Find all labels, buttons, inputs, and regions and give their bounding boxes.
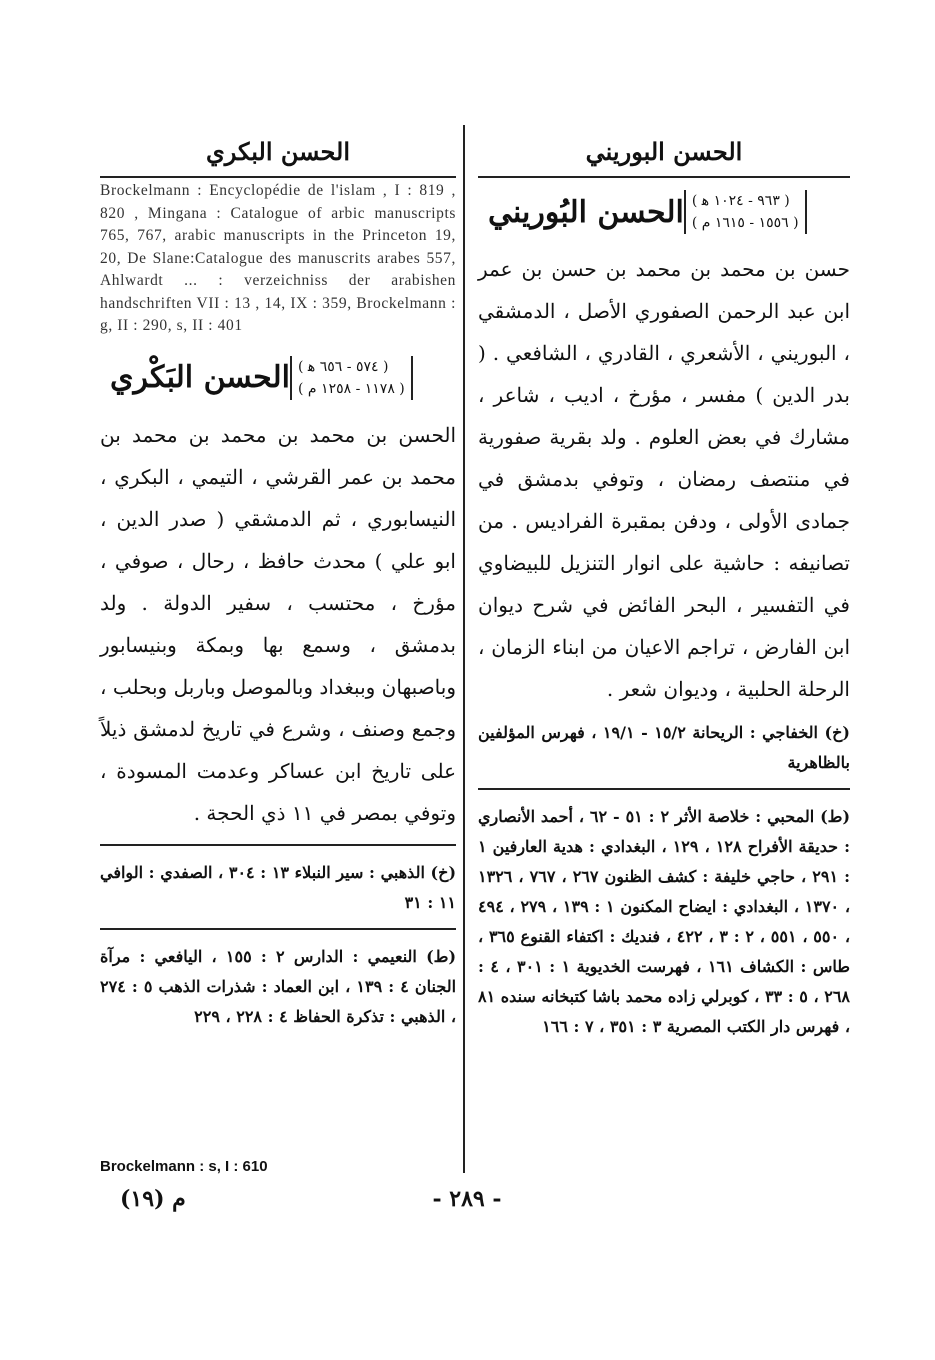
left-latin-references: Brockelmann : Encyclopédie de l'islam , I : 819 , 820 , Mingana : Catalogue of arbic manuscripts 765, 767, arabic manuscripts in the Princeton 19, 20, De Slane:Catalogue des manuscrits arabes 557, Ahlwardt ... : verzeichniss der arabishen handschriften VII : 13 , 14, IX : 359, Brockelmann : g, II : 290, s, II : 401	[100, 182, 456, 334]
left-entry-name: الحسن البَكْري	[110, 360, 291, 395]
right-dates-gregorian: ( ١٥٥٦ - ١٦١٥ م )	[691, 215, 799, 231]
left-ref-separator	[100, 928, 456, 930]
page-number: - ٢٨٩ -	[432, 1186, 502, 1212]
left-ref-separator-top	[100, 844, 456, 846]
left-ref-printed: (ط) النعيمي : الدارس ٢ : ١٥٥ ، اليافعي : مرآة الجنان ٤ : ١٣٩ ، ابن العماد : شذرات الذهب ٥ : ٢٧٤ ، الذهبي : تذكرة الحفاظ ٤ : ٢٢٨ ، ٢٢٩	[100, 946, 457, 1026]
right-running-head: الحسن البوريني	[585, 137, 743, 166]
left-biography	[100, 414, 456, 834]
left-entry-dates	[290, 356, 413, 400]
right-dates-hijri: ( ٩٦٣ - ١٠٢٤ ﻫ )	[691, 193, 790, 209]
signature-mark: م (١٩)	[120, 1186, 186, 1212]
right-entry-dates	[684, 190, 807, 234]
left-latin-footer: Brockelmann : s, I : 610	[100, 1158, 268, 1175]
right-ref-printed: (ط) المحبي : خلاصة الأثر ٢ : ٥١ - ٦٢ ، أحمد الأنصاري : حديقة الأفراح ١٢٨ ، ١٢٩ ، البغدادي : هدية العارفين ١ : ٢٩١ ، حاجي خليفة : كشف الظنون ٢٦٧ ، ٧٦٧ ، ١٣٢٦ ، ١٣٧٠ ، البغدادي : ايضاح المكنون ١ : ١٣٩ ، ٢٧٩ ، ٤٩٤ ، ٥٥٠ ، ٥٥١ ، ٢ : ٣ ، ٤٢٢ ، فنديك : اكتفاء القنوع ٣٦٥ ، طاس : الكشاف ١٦١ ، فهرست الخديوية ١ : ٣٠١ ، ٤ : ٢٦٨ ، ٥ : ٣٣ ، كوبرلي زاده محمد باشا كتبخانه سنده ٨١ ، فهرس دار الكتب المصرية ٣ : ٣٥١ ، ٧ : ١٦٦	[478, 807, 851, 1036]
column-divider	[463, 125, 465, 1173]
right-references	[478, 718, 850, 1042]
left-column	[100, 128, 456, 1042]
left-references	[100, 844, 456, 1032]
right-biography	[478, 248, 850, 710]
left-ref-manuscripts: (خ) الذهبي : سير النبلاء ١٣ : ٣٠٤ ، الصفدي : الوافي ١١ : ٣١	[100, 862, 457, 912]
right-ref-separator	[478, 788, 850, 790]
right-entry-header	[478, 190, 850, 234]
right-column	[478, 128, 850, 1052]
left-dates-hijri: ( ٥٧٤ - ٦٥٦ ﻫ )	[298, 358, 389, 375]
right-bio-paragraph: حسن بن محمد بن محمد بن حسن بن عمر ابن عبد الرحمن الصفوري الأصل ، الدمشقي ، البوريني ، الأشعري ، القادري ، الشافعي . ( بدر الدين ) مفسر ، مؤرخ ، اديب ، شاعر ، مشارك في بعض العلوم . ولد بقرية صفورية في منتصف رمضان ، وتوفي بدمشق في جمادى الأولى ، ودفن بمقبرة الفراديس . من تصانيفه : حاشية على انوار التنزيل للبيضاوي في التفسير ، البحر الفائض في شرح ديوان ابن الفارض ، تراجم الاعيان من ابناء الزمان ، الرحلة الحلبية ، وديوان شعر .	[478, 257, 850, 701]
left-dates-gregorian: ( ١١٧٨ - ١٢٥٨ م )	[298, 380, 405, 397]
left-entry-header	[100, 356, 456, 400]
right-ref-manuscripts: (خ) الخفاجي : الريحانة ١٥/٢ - ١٩/١ ، فهرس المؤلفين بالظاهرية	[478, 723, 850, 772]
left-running-head: الحسن البكري	[205, 137, 350, 166]
right-entry-name: الحسن البُوريني	[488, 194, 684, 230]
left-bio-paragraph: الحسن بن محمد بن محمد بن محمد بن محمد بن عمر القرشي ، التيمي ، البكري ، النيسابوري ، ثم الدمشقي ( صدر الدين ، ابو علي ) محدث حافظ ، رحال ، صوفي ، مؤرخ ، محتسب ، سفير الدولة . ولد بدمشق ، وسمع بها وبمكة وبنيسابور وباصبهان وببغداد وبالموصل وباربل وبحلب ، وجمع وصنف ، وشرع في تاريخ لدمشق ذيلاً على تاريخ ابن عساكر وعدمت المسودة ، وتوفي بمصر في ١١ ذي الحجة .	[100, 422, 456, 825]
